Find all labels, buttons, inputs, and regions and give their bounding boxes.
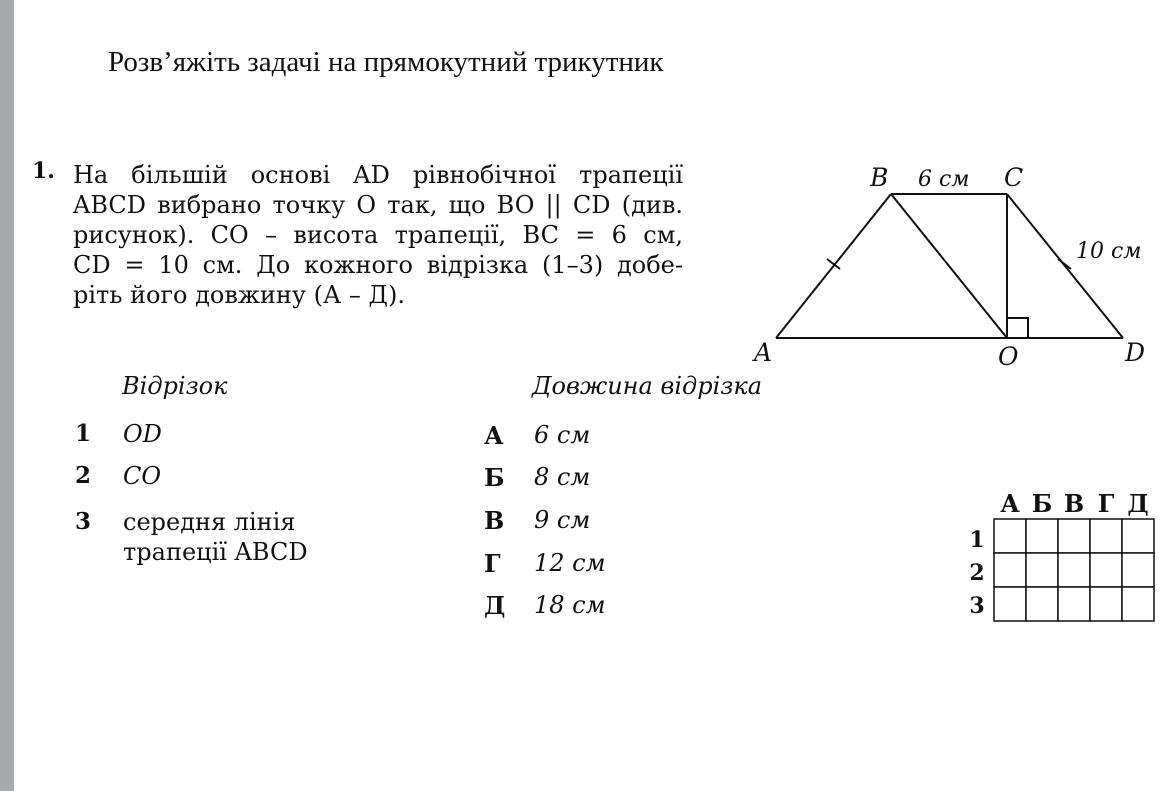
segment-bo (891, 194, 1007, 338)
grid-column-label: В (1063, 489, 1085, 518)
answer-cell[interactable] (1026, 553, 1058, 587)
answer-cell[interactable] (1090, 553, 1122, 587)
option-letter: Д (484, 591, 506, 620)
side-ab (776, 194, 891, 338)
answer-cell[interactable] (1122, 553, 1154, 587)
left-margin-bar (0, 0, 14, 791)
bc-length-label: 6 см (918, 167, 970, 192)
grid-column-label: Б (1031, 489, 1053, 518)
option-letter: В (484, 506, 505, 535)
option-value: 8 см (534, 463, 591, 491)
option-letter: А (484, 421, 504, 450)
grid-row-label: 3 (969, 593, 985, 619)
segment-number: 3 (75, 508, 92, 535)
segment-text-continued: трапеції ABCD (123, 538, 308, 566)
task-line-1: На більшій основі AD рівнобічної трапеції (73, 161, 683, 189)
tick-mark-cd (1058, 259, 1071, 269)
task-line-4: CD = 10 см. До кожного відрізка (1–3) добе- (73, 251, 683, 279)
answer-cell[interactable] (1058, 587, 1090, 621)
grid-row-label: 2 (969, 560, 985, 586)
answer-cell[interactable] (994, 553, 1026, 587)
option-value: 12 см (534, 549, 606, 577)
answer-cell[interactable] (1090, 587, 1122, 621)
task-line-2: ABCD вибрано точку O так, що BO || CD (див. (73, 191, 683, 219)
answer-cell[interactable] (994, 519, 1026, 553)
right-angle-mark (1008, 318, 1028, 338)
label-b: B (870, 163, 889, 192)
task-line-5: ріть його довжину (А – Д). (73, 281, 405, 309)
side-cd (1007, 194, 1123, 338)
label-a: A (754, 338, 773, 367)
option-value: 18 см (534, 591, 606, 619)
segment-text: OD (123, 420, 162, 448)
segment-number: 1 (75, 420, 92, 447)
option-value: 6 см (534, 421, 591, 449)
answer-cell[interactable] (1026, 587, 1058, 621)
task-statement (73, 160, 683, 310)
cd-length-label: 10 см (1076, 239, 1142, 264)
answer-cell[interactable] (1122, 519, 1154, 553)
grid-row-label: 1 (969, 527, 985, 553)
answer-cell[interactable] (1026, 519, 1058, 553)
segment-text: CO (123, 462, 162, 490)
task-number: 1. (32, 158, 55, 184)
trapezoid-figure (740, 158, 1160, 378)
grid-column-label: Д (1127, 489, 1149, 518)
label-c: C (1004, 163, 1024, 192)
grid-column-label: А (1000, 489, 1020, 518)
label-d: D (1125, 338, 1146, 367)
answer-grid (960, 485, 1160, 625)
answer-cell[interactable] (1058, 519, 1090, 553)
option-value: 9 см (534, 506, 591, 534)
grid-column-label: Г (1097, 489, 1115, 518)
segment-text: середня лінія (123, 508, 296, 536)
page-title: Розв’яжіть задачі на прямокутний трикутник (108, 46, 664, 78)
answer-cell[interactable] (1090, 519, 1122, 553)
option-letter: Г (484, 549, 501, 578)
segments-column-header: Відрізок (122, 372, 228, 400)
lengths-column-header: Довжина відрізка (532, 372, 763, 400)
option-letter: Б (484, 463, 505, 492)
answer-cell[interactable] (994, 587, 1026, 621)
segment-number: 2 (75, 462, 92, 489)
answer-cell[interactable] (1058, 553, 1090, 587)
answer-cell[interactable] (1122, 587, 1154, 621)
task-line-3: рисунок). CO – висота трапеції, BC = 6 см, (73, 221, 683, 249)
label-o: O (998, 342, 1019, 371)
